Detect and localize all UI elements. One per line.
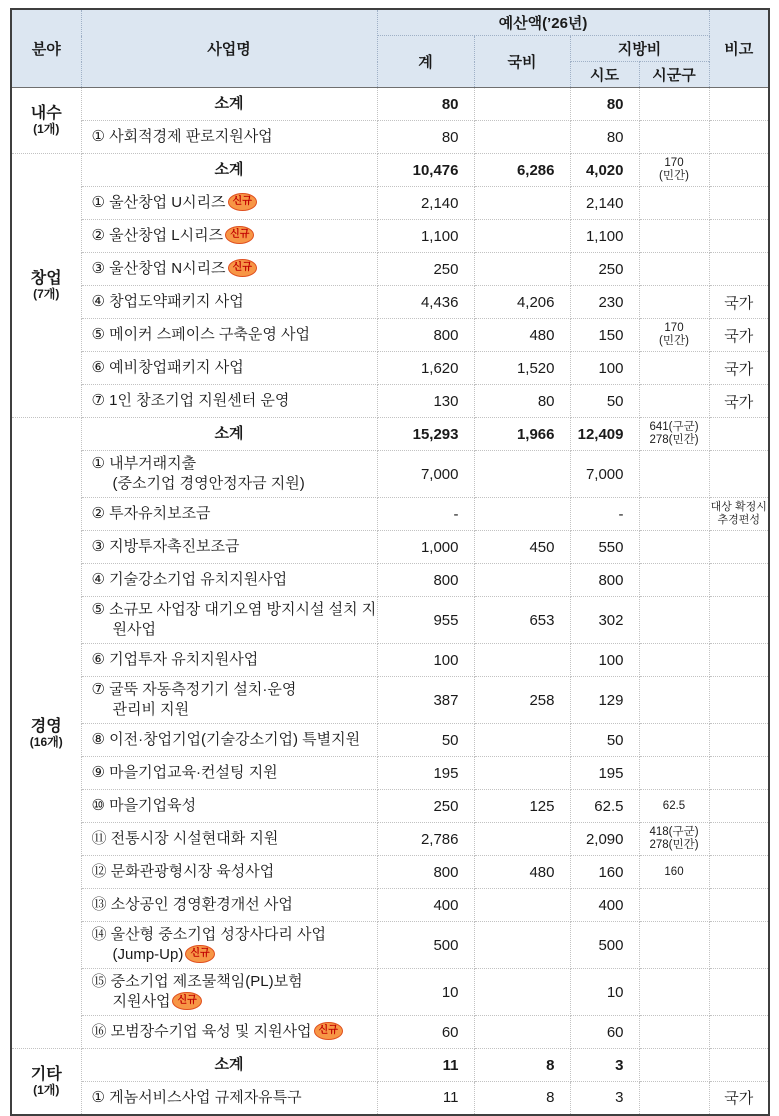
project-name-text: ② 울산창업 L시리즈: [91, 227, 224, 244]
note-cell: [709, 253, 769, 286]
header-local: 지방비: [570, 36, 709, 62]
total-value-cell: 800: [377, 856, 474, 889]
sigungu-value-cell: [639, 253, 709, 286]
table-header: [11, 9, 769, 88]
project-name-text: 소계: [214, 161, 244, 178]
sido-value-cell: 10: [570, 969, 639, 1016]
project-name-cell: [81, 757, 377, 790]
table-row: [11, 1082, 769, 1115]
sigungu-value-cell: [639, 644, 709, 677]
national-value-cell: 4,206: [474, 286, 570, 319]
national-value-cell: [474, 220, 570, 253]
project-name-cell: [81, 498, 377, 531]
table-row: [11, 1049, 769, 1082]
national-value-cell: [474, 1016, 570, 1049]
table-row: [11, 385, 769, 418]
project-name-text: ③ 울산창업 N시리즈: [91, 260, 226, 277]
table-row: [11, 352, 769, 385]
project-name-text: ① 게놈서비스사업 규제자유특구: [91, 1088, 302, 1106]
table-row: [11, 253, 769, 286]
table-row: [11, 790, 769, 823]
sigungu-value-cell: [639, 889, 709, 922]
national-value-cell: [474, 969, 570, 1016]
total-value-cell: 800: [377, 319, 474, 352]
project-name-cell: [81, 790, 377, 823]
project-name-text: ⑩ 마을기업육성: [91, 797, 197, 814]
sido-value-cell: 400: [570, 889, 639, 922]
table-row: [11, 823, 769, 856]
total-value-cell: 400: [377, 889, 474, 922]
project-name-text: ⑨ 마을기업교육·컨설팅 지원: [91, 764, 278, 781]
total-value-cell: 80: [377, 121, 474, 154]
note-cell: 국가: [709, 385, 769, 418]
project-name-cell: [81, 597, 377, 644]
project-name-text: ⑦ 굴뚝 자동측정기기 설치·운영: [91, 681, 297, 698]
field-group-cell: [11, 1049, 81, 1115]
national-value-cell: [474, 187, 570, 220]
total-value-cell: 7,000: [377, 451, 474, 498]
sigungu-value-cell: [639, 531, 709, 564]
project-name-text: ② 투자유치보조금: [91, 505, 211, 522]
table-row: [11, 644, 769, 677]
project-name-text: ⑥ 기업투자 유치지원사업: [91, 651, 259, 668]
header-sido: 시도: [570, 62, 639, 88]
table-row: [11, 922, 769, 969]
sido-value-cell: 80: [570, 88, 639, 121]
national-value-cell: [474, 88, 570, 121]
note-cell: [709, 187, 769, 220]
note-cell: 대상 확정시 추경편성: [709, 498, 769, 531]
project-name-cell: [81, 451, 377, 498]
table-row: [11, 451, 769, 498]
sido-value-cell: 60: [570, 1016, 639, 1049]
new-badge: 신규: [228, 259, 257, 277]
note-cell: [709, 644, 769, 677]
field-group-label: 창업: [30, 270, 62, 287]
table-row: [11, 757, 769, 790]
project-name-text: ① 사회적경제 판로지원사업: [91, 128, 273, 145]
sido-value-cell: 800: [570, 564, 639, 597]
project-name-text: ⑥ 예비창업패키지 사업: [91, 359, 244, 376]
project-name-text: 관리비 지원: [112, 701, 190, 718]
sido-value-cell: 100: [570, 644, 639, 677]
project-name-text: ⑯ 모범장수기업 육성 및 지원사업: [91, 1023, 312, 1040]
field-group-label: 내수: [30, 105, 62, 122]
header-total: 계: [377, 36, 474, 88]
sido-value-cell: 2,140: [570, 187, 639, 220]
note-cell: [709, 1016, 769, 1049]
sido-value-cell: 129: [570, 677, 639, 724]
national-value-cell: [474, 724, 570, 757]
note-cell: [709, 154, 769, 187]
header-note: 비고: [709, 9, 769, 88]
sido-value-cell: 100: [570, 352, 639, 385]
national-value-cell: 6,286: [474, 154, 570, 187]
project-name-text: ⑧ 이전·창업기업(기술강소기업) 특별지원: [91, 731, 361, 748]
national-value-cell: [474, 922, 570, 969]
sido-value-cell: 4,020: [570, 154, 639, 187]
project-name-text: ③ 지방투자촉진보조금: [91, 538, 240, 555]
project-name-text: (Jump-Up): [112, 946, 184, 963]
sido-value-cell: 160: [570, 856, 639, 889]
sido-value-cell: 50: [570, 724, 639, 757]
sigungu-value-cell: [639, 352, 709, 385]
field-group-cell: [11, 88, 81, 154]
total-value-cell: 100: [377, 644, 474, 677]
total-value-cell: 1,000: [377, 531, 474, 564]
sido-value-cell: 7,000: [570, 451, 639, 498]
national-value-cell: [474, 823, 570, 856]
sido-value-cell: 550: [570, 531, 639, 564]
total-value-cell: 11: [377, 1049, 474, 1082]
new-badge: 신규: [172, 992, 201, 1010]
field-group-cell: [11, 418, 81, 1049]
sigungu-value-cell: [639, 757, 709, 790]
note-cell: [709, 757, 769, 790]
sido-value-cell: 2,090: [570, 823, 639, 856]
note-cell: [709, 418, 769, 451]
project-name-cell: [81, 969, 377, 1016]
sido-value-cell: 1,100: [570, 220, 639, 253]
project-name-text: ⑦ 1인 창조기업 지원센터 운영: [91, 392, 290, 409]
project-name-cell: [81, 922, 377, 969]
sigungu-value-cell: [639, 597, 709, 644]
field-group-count: (1개): [33, 1082, 60, 1097]
note-cell: 국가: [709, 352, 769, 385]
note-cell: [709, 220, 769, 253]
field-group-label: 기타: [30, 1065, 62, 1083]
sigungu-value-cell: [639, 121, 709, 154]
sido-value-cell: 50: [570, 385, 639, 418]
total-value-cell: 4,436: [377, 286, 474, 319]
project-name-cell: [81, 286, 377, 319]
table-row: [11, 677, 769, 724]
table-row: [11, 154, 769, 187]
project-name-cell: [81, 352, 377, 385]
national-value-cell: 125: [474, 790, 570, 823]
project-name-text: ⑬ 소상공인 경영환경개선 사업: [91, 896, 293, 913]
national-value-cell: [474, 889, 570, 922]
sido-value-cell: 150: [570, 319, 639, 352]
project-name-cell: [81, 1082, 377, 1115]
note-cell: [709, 889, 769, 922]
table-row: [11, 889, 769, 922]
project-name-text: (중소기업 경영안정자금 지원): [112, 475, 305, 492]
total-value-cell: 1,100: [377, 220, 474, 253]
total-value-cell: -: [377, 498, 474, 531]
sigungu-value-cell: 641(구군) 278(민간): [639, 418, 709, 451]
total-value-cell: 10,476: [377, 154, 474, 187]
national-value-cell: 1,520: [474, 352, 570, 385]
project-name-cell: [81, 677, 377, 724]
total-value-cell: 2,786: [377, 823, 474, 856]
national-value-cell: [474, 757, 570, 790]
project-name-text: 지원사업: [112, 993, 171, 1010]
project-name-text: ⑪ 전통시장 시설현대화 지원: [91, 830, 279, 847]
project-name-text: ⑤ 소규모 사업장 대기오염 방지시설 설치 지: [91, 601, 377, 618]
project-name-text: 소계: [214, 1056, 244, 1073]
sigungu-value-cell: [639, 969, 709, 1016]
subtotal-label-cell: [81, 418, 377, 451]
field-group-count: (7개): [33, 287, 60, 301]
sido-value-cell: 12,409: [570, 418, 639, 451]
national-value-cell: [474, 121, 570, 154]
table-row: [11, 498, 769, 531]
sido-value-cell: 80: [570, 121, 639, 154]
project-name-cell: [81, 121, 377, 154]
project-name-text: ⑮ 중소기업 제조물책임(PL)보험: [91, 973, 303, 990]
table-row: [11, 286, 769, 319]
table-row: [11, 564, 769, 597]
note-cell: [709, 790, 769, 823]
header-national: 국비: [474, 36, 570, 88]
note-cell: [709, 88, 769, 121]
note-cell: 국가: [709, 1082, 769, 1115]
table-row: [11, 856, 769, 889]
project-name-cell: [81, 220, 377, 253]
project-name-cell: [81, 856, 377, 889]
note-cell: [709, 922, 769, 969]
note-cell: [709, 677, 769, 724]
project-name-cell: [81, 889, 377, 922]
project-name-cell: [81, 319, 377, 352]
sido-value-cell: 195: [570, 757, 639, 790]
note-cell: [709, 564, 769, 597]
project-name-cell: [81, 823, 377, 856]
header-budget: 예산액(’26년): [377, 9, 709, 36]
national-value-cell: 450: [474, 531, 570, 564]
total-value-cell: 195: [377, 757, 474, 790]
sigungu-value-cell: [639, 1082, 709, 1115]
project-name-text: 원사업: [112, 621, 156, 638]
sigungu-value-cell: [639, 451, 709, 498]
new-badge: 신규: [228, 193, 257, 211]
note-cell: [709, 823, 769, 856]
total-value-cell: 60: [377, 1016, 474, 1049]
national-value-cell: 8: [474, 1049, 570, 1082]
project-name-text: ⑤ 메이커 스페이스 구축운영 사업: [91, 326, 310, 343]
note-cell: [709, 856, 769, 889]
header-sigungu: 시군구: [639, 62, 709, 88]
new-badge: 신규: [225, 226, 254, 244]
national-value-cell: [474, 498, 570, 531]
project-name-text: ⑫ 문화관광형시장 육성사업: [91, 863, 275, 880]
project-name-text: ⑭ 울산형 중소기업 성장사다리 사업: [91, 926, 327, 943]
field-group-cell: [11, 154, 81, 418]
project-name-text: ④ 창업도약패키지 사업: [91, 293, 244, 310]
total-value-cell: 250: [377, 790, 474, 823]
sigungu-value-cell: [639, 922, 709, 969]
total-value-cell: 130: [377, 385, 474, 418]
table-row: [11, 121, 769, 154]
header-field: 분야: [11, 9, 81, 88]
national-value-cell: 258: [474, 677, 570, 724]
sido-value-cell: 62.5: [570, 790, 639, 823]
sigungu-value-cell: 418(구군) 278(민간): [639, 823, 709, 856]
note-cell: [709, 531, 769, 564]
total-value-cell: 955: [377, 597, 474, 644]
national-value-cell: [474, 451, 570, 498]
project-name-cell: [81, 564, 377, 597]
national-value-cell: 8: [474, 1082, 570, 1115]
national-value-cell: [474, 644, 570, 677]
table-row: [11, 220, 769, 253]
table-row: [11, 418, 769, 451]
project-name-cell: [81, 187, 377, 220]
national-value-cell: 480: [474, 319, 570, 352]
sigungu-value-cell: [639, 286, 709, 319]
project-name-cell: [81, 644, 377, 677]
total-value-cell: 10: [377, 969, 474, 1016]
note-cell: [709, 451, 769, 498]
national-value-cell: [474, 564, 570, 597]
total-value-cell: 250: [377, 253, 474, 286]
project-name-cell: [81, 724, 377, 757]
sigungu-value-cell: [639, 677, 709, 724]
table-row: [11, 531, 769, 564]
total-value-cell: 387: [377, 677, 474, 724]
sido-value-cell: -: [570, 498, 639, 531]
table-row: [11, 1016, 769, 1049]
total-value-cell: 500: [377, 922, 474, 969]
sigungu-value-cell: [639, 1016, 709, 1049]
project-name-cell: [81, 385, 377, 418]
sigungu-value-cell: 62.5: [639, 790, 709, 823]
sigungu-value-cell: [639, 564, 709, 597]
total-value-cell: 800: [377, 564, 474, 597]
note-cell: [709, 1049, 769, 1082]
subtotal-label-cell: [81, 154, 377, 187]
sigungu-value-cell: [639, 187, 709, 220]
sido-value-cell: 3: [570, 1082, 639, 1115]
table-row: [11, 319, 769, 352]
sido-value-cell: 500: [570, 922, 639, 969]
sigungu-value-cell: 160: [639, 856, 709, 889]
field-group-count: (16개): [29, 734, 63, 749]
sido-value-cell: 250: [570, 253, 639, 286]
table-body: [11, 88, 769, 1115]
note-cell: [709, 121, 769, 154]
total-value-cell: 11: [377, 1082, 474, 1115]
sido-value-cell: 3: [570, 1049, 639, 1082]
project-name-cell: [81, 253, 377, 286]
sigungu-value-cell: 170 (민간): [639, 319, 709, 352]
note-cell: 국가: [709, 286, 769, 319]
sigungu-value-cell: [639, 498, 709, 531]
field-group-label: 경영: [30, 717, 62, 735]
national-value-cell: 653: [474, 597, 570, 644]
table-row: [11, 88, 769, 121]
table-row: [11, 969, 769, 1016]
new-badge: 신규: [314, 1022, 343, 1040]
note-cell: [709, 969, 769, 1016]
sido-value-cell: 302: [570, 597, 639, 644]
new-badge: 신규: [185, 945, 214, 963]
budget-table: [10, 8, 770, 1116]
subtotal-label-cell: [81, 88, 377, 121]
table-row: [11, 597, 769, 644]
project-name-text: ① 내부거래지출: [91, 455, 197, 472]
note-cell: [709, 597, 769, 644]
header-project: 사업명: [81, 9, 377, 88]
total-value-cell: 80: [377, 88, 474, 121]
sigungu-value-cell: [639, 88, 709, 121]
national-value-cell: [474, 253, 570, 286]
sigungu-value-cell: [639, 1049, 709, 1082]
sigungu-value-cell: [639, 385, 709, 418]
subtotal-label-cell: [81, 1049, 377, 1082]
project-name-text: ④ 기술강소기업 유치지원사업: [91, 571, 288, 588]
table-row: [11, 724, 769, 757]
project-name-text: 소계: [214, 95, 244, 112]
field-group-count: (1개): [33, 122, 60, 136]
note-cell: 국가: [709, 319, 769, 352]
national-value-cell: 480: [474, 856, 570, 889]
note-cell: [709, 724, 769, 757]
total-value-cell: 50: [377, 724, 474, 757]
total-value-cell: 15,293: [377, 418, 474, 451]
sido-value-cell: 230: [570, 286, 639, 319]
total-value-cell: 2,140: [377, 187, 474, 220]
project-name-text: ① 울산창업 U시리즈: [91, 194, 226, 211]
project-name-cell: [81, 1016, 377, 1049]
sigungu-value-cell: 170 (민간): [639, 154, 709, 187]
national-value-cell: 1,966: [474, 418, 570, 451]
project-name-cell: [81, 531, 377, 564]
project-name-text: 소계: [214, 425, 244, 442]
total-value-cell: 1,620: [377, 352, 474, 385]
sigungu-value-cell: [639, 220, 709, 253]
national-value-cell: 80: [474, 385, 570, 418]
sigungu-value-cell: [639, 724, 709, 757]
table-row: [11, 187, 769, 220]
